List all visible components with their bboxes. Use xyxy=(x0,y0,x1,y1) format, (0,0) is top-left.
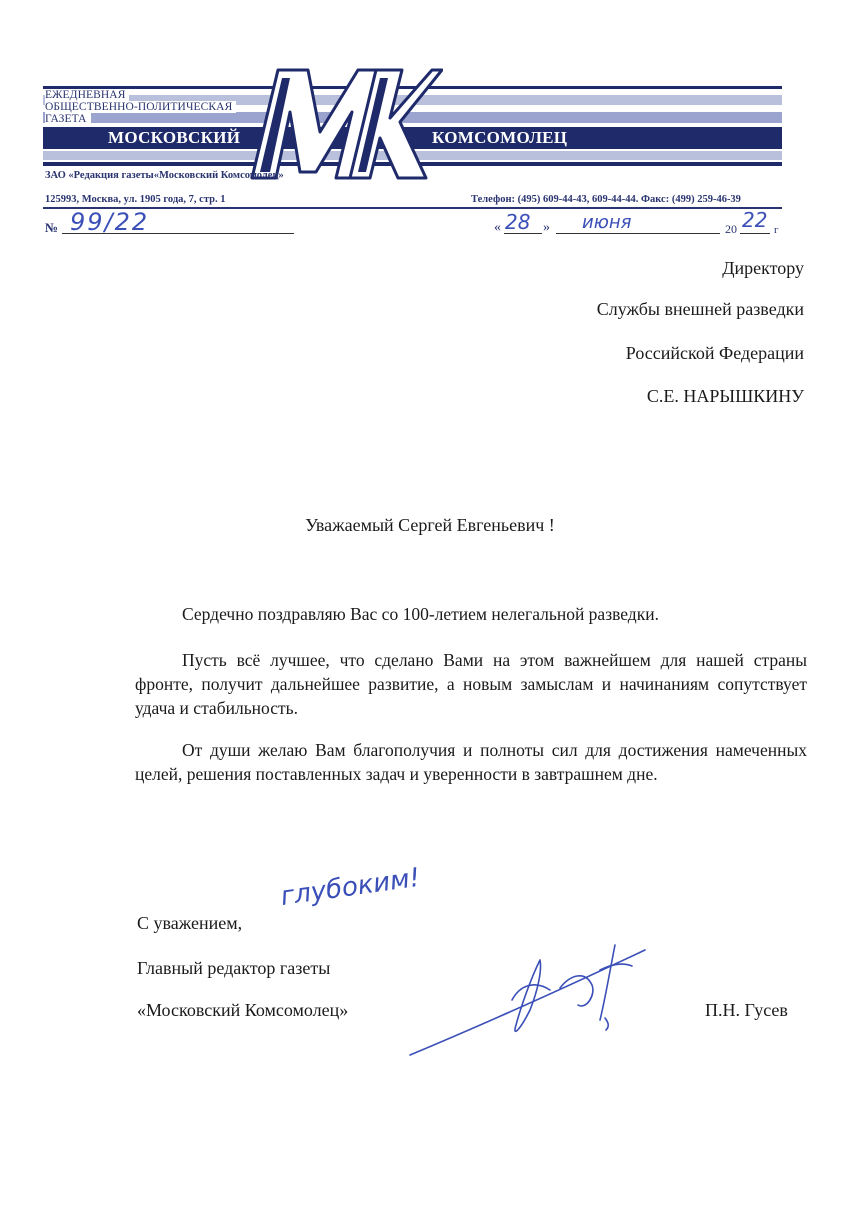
handwritten-signature xyxy=(400,930,650,1060)
letterhead-rule xyxy=(43,207,782,209)
newspaper-type-line2: ОБЩЕСТВЕННО-ПОЛИТИЧЕСКАЯ xyxy=(45,101,236,113)
newspaper-type-line1: ЕЖЕДНЕВНАЯ xyxy=(45,89,129,101)
year-field-line xyxy=(740,233,770,234)
mk-logo xyxy=(238,60,443,185)
recipient-line2: Службы внешней разведки xyxy=(596,299,804,319)
paragraph-1: Сердечно поздравляю Вас со 100-летием нелегальной разведки. xyxy=(182,604,659,624)
handwritten-day: 28 xyxy=(505,210,531,234)
recipient-line1: Директору xyxy=(722,258,804,278)
recipient-line4: С.Е. НАРЫШКИНУ xyxy=(646,386,804,406)
number-label: № xyxy=(45,220,59,235)
signer-position: Главный редактор газеты xyxy=(137,958,331,978)
closing-regards: С уважением, xyxy=(137,913,243,933)
newspaper-type-line3: ГАЗЕТА xyxy=(45,113,91,125)
handwritten-month: июня xyxy=(582,212,632,233)
signer-name: П.Н. Гусев xyxy=(705,1000,788,1020)
recipient-line3: Российской Федерации xyxy=(625,343,804,363)
year-mark: г xyxy=(774,224,779,236)
paragraph-3: От души желаю Вам благополучия и полноты сил для достижения намеченных целей, решения поставленных задач и уверенности в завтрашнем дне. xyxy=(135,740,807,784)
greeting: Уважаемый Сергей Евгеньевич ! xyxy=(305,515,555,535)
handwritten-note: глубоким! xyxy=(278,862,422,912)
year-prefix: 20 xyxy=(725,222,737,236)
newspaper-name-right: КОМСОМОЛЕЦ xyxy=(432,128,568,147)
company-address: 125993, Москва, ул. 1905 года, 7, стр. 1 xyxy=(45,194,226,205)
date-quote-close: » xyxy=(543,220,550,235)
handwritten-year: 22 xyxy=(742,208,768,232)
company-name: ЗАО «Редакция газеты«Московский Комсомолец» xyxy=(45,170,284,181)
company-phones: Телефон: (495) 609-44-43, 609-44-44. Факс: (499) 259-46-39 xyxy=(471,194,741,205)
date-quote-open: « xyxy=(494,220,501,235)
signer-organization: «Московский Комсомолец» xyxy=(137,1000,349,1020)
handwritten-number: 99/22 xyxy=(70,208,150,236)
newspaper-name-left: МОСКОВСКИЙ xyxy=(108,128,241,147)
paragraph-2: Пусть всё лучшее, что сделано Вами на этом важнейшем для нашей страны фронте, получит дальнейшее развитие, а новым замыслам и начинаниям сопутствует удача и стабильность. xyxy=(135,650,807,718)
month-field-line xyxy=(556,233,720,234)
